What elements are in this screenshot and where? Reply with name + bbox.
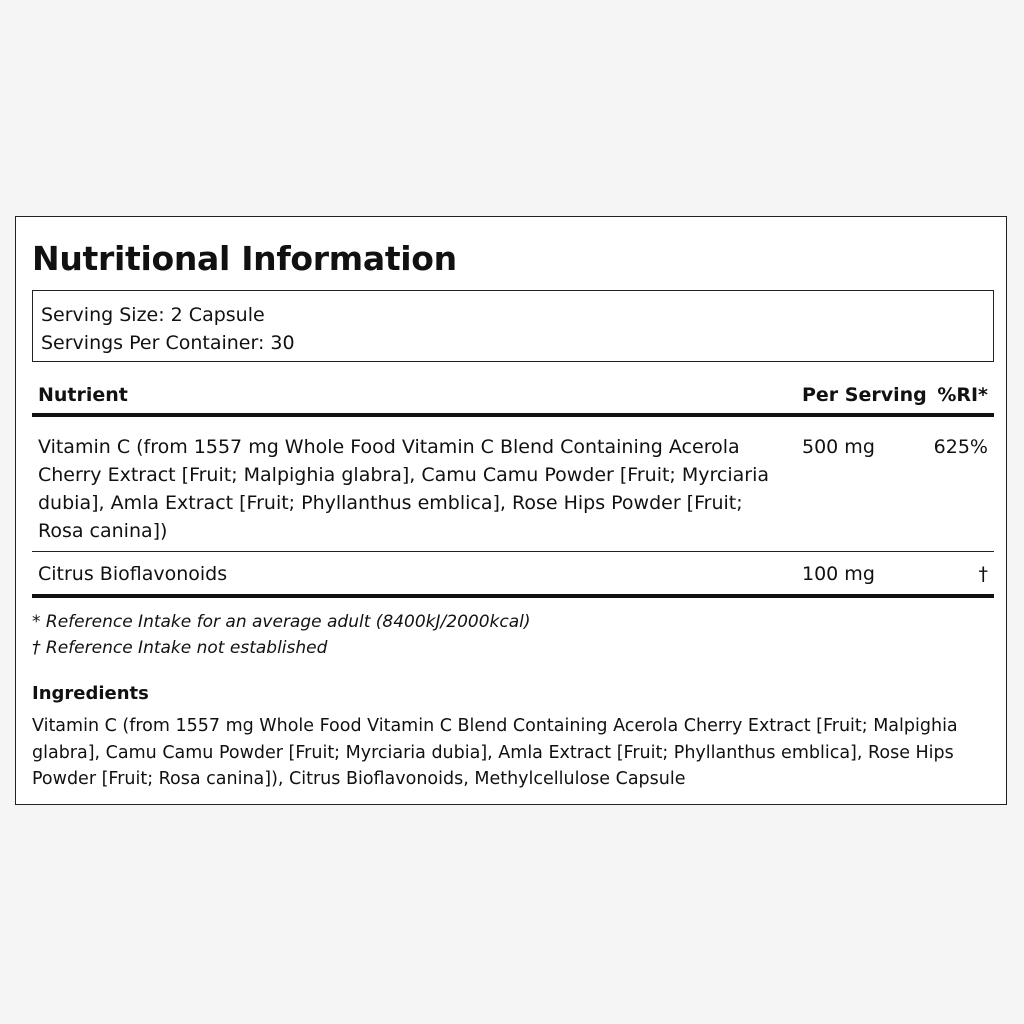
row-ri: 625% (933, 436, 988, 458)
serving-info-box (32, 290, 994, 362)
row-per-serving: 500 mg (802, 436, 875, 458)
servings-per-container: Servings Per Container: 30 (41, 332, 295, 354)
ingredients-text: Vitamin C (from 1557 mg Whole Food Vitamin C Blend Containing Acerola Cherry Extract [Fruit; Malpighia glabra], Camu Camu Powder [Fruit; Myrciaria dubia], Amla Extract [Fruit; Phyllanthus emblica], Rose Hips Powder [Fruit; Rosa canina]), Citrus Bioflavonoids, Methylcellulose Capsule (32, 716, 958, 789)
header-nutrient: Nutrient (38, 384, 128, 406)
nutrition-panel (15, 216, 1007, 805)
table-row (32, 417, 994, 552)
row-ri: † (978, 563, 988, 585)
row-nutrient: Vitamin C (from 1557 mg Whole Food Vitamin C Blend Containing Acerola Cherry Extract [Fruit; Malpighia glabra], Camu Camu Powder [Fruit; Myrciaria dubia], Amla Extract [Fruit; Phyllanthus emblica], Rose Hips Powder [Fruit; Rosa canina]) (38, 436, 770, 542)
header-ri: %RI* (937, 384, 988, 406)
footnotes (32, 609, 994, 661)
table-row (32, 552, 994, 598)
footnote-ri-not-established: † Reference Intake not established (32, 638, 328, 658)
row-nutrient: Citrus Bioflavonoids (38, 563, 228, 585)
row-per-serving: 100 mg (802, 563, 875, 585)
table-header (32, 377, 994, 417)
serving-size: Serving Size: 2 Capsule (41, 304, 265, 326)
page-title: Nutritional Information (32, 239, 457, 278)
footnote-ri-adult: * Reference Intake for an average adult (8400kJ/2000kcal) (32, 612, 531, 632)
header-per-serving: Per Serving (802, 384, 927, 406)
nutrient-table (32, 377, 994, 598)
ingredients-heading: Ingredients (32, 683, 149, 704)
